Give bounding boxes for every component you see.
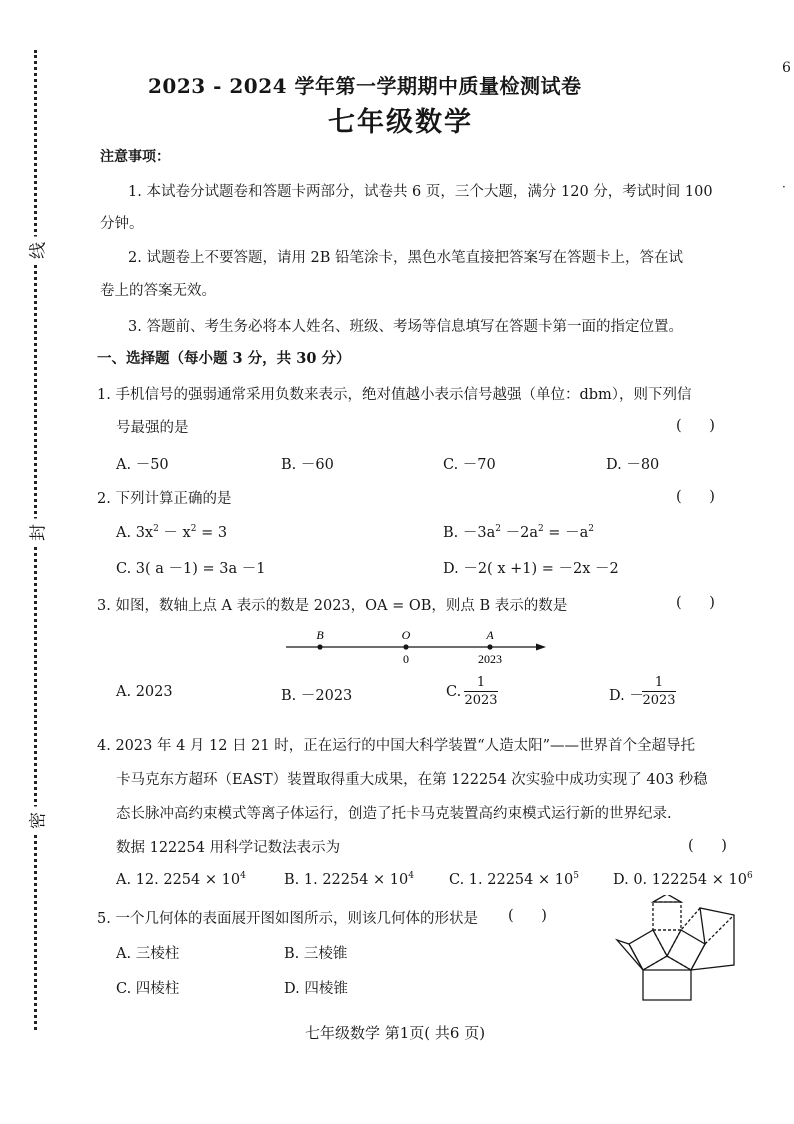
binding-char-mi: 密: [24, 807, 49, 835]
binding-char-xian: 线: [24, 237, 49, 265]
q3-option-d-fraction: $\frac{1}{2023}$: [642, 675, 676, 708]
note-2-line-1: 2. 试题卷上不要答题，请用 2B 铅笔涂卡，黑色水笔直接把答案写在答题卡上，答在试: [128, 250, 684, 266]
q4-stem-line-3: 态长脉冲高约束模式等离子体运行，创造了托卡马克装置高约束模式运行新的世界纪录.: [116, 806, 672, 822]
number-line-figure: [280, 625, 552, 667]
q5-option-a: A. 三棱柱: [116, 946, 180, 962]
label-a: A: [486, 628, 494, 642]
q1-answer-blank: ( ): [676, 418, 715, 434]
q2-stem: 2. 下列计算正确的是: [97, 491, 232, 507]
net-diagram: [600, 895, 750, 1010]
net-left-cap: [617, 940, 643, 970]
net-right-fold: [705, 915, 734, 944]
q5-option-b: B. 三棱锥: [284, 946, 348, 962]
section-1-title: 一、选择题（每小题 3 分，共 30 分）: [97, 350, 351, 367]
q4-option-a: A. 12. $2254 \times 10^4$: [116, 871, 246, 888]
q3-option-b: B. －2023: [281, 688, 353, 704]
subject-title: 七年级数学: [328, 107, 473, 138]
q5-answer-blank: ( ): [508, 908, 547, 924]
label-o: O: [401, 628, 411, 642]
tick-label-2023: 2023: [478, 652, 502, 666]
point-a: [487, 644, 492, 649]
label-b: B: [316, 628, 324, 642]
q2-option-c: C. 3( a －1) = 3a －1: [116, 561, 266, 577]
corner-page-number: 6: [782, 60, 791, 76]
q2-option-b: B. $-3a^2 -2a^2 = -a^2$: [443, 524, 594, 541]
q3-option-c-prefix: C.: [446, 684, 462, 700]
q4-option-b: B. 1. $22254 \times 10^4$: [284, 871, 414, 888]
corner-mark: ·: [782, 180, 786, 194]
note-3: 3. 答题前、考生务必将本人姓名、班级、考场等信息填写在答题卡第一面的指定位置。: [128, 319, 683, 335]
q3-answer-blank: ( ): [676, 595, 715, 611]
q3-option-d-prefix: D. －: [609, 688, 644, 704]
q5-stem: 5. 一个几何体的表面展开图如图所示，则该几何体的形状是: [97, 911, 478, 927]
q4-answer-blank: ( ): [688, 838, 727, 854]
point-b: [317, 644, 322, 649]
exam-title: 2023 - 2024 学年第一学期期中质量检测试卷: [148, 74, 582, 98]
q5-option-c: C. 四棱柱: [116, 981, 180, 997]
net-left-square: [629, 930, 667, 970]
q5-option-d: D. 四棱锥: [284, 981, 348, 997]
q2-answer-blank: ( ): [676, 489, 715, 505]
q1-option-c: C. －70: [443, 457, 496, 473]
q4-stem-line-2: 卡马克东方超环（EAST）装置取得重大成果，在第 122254 次实验中成功实现了 403 秒稳: [116, 772, 708, 788]
q3-option-a: A. 2023: [116, 684, 173, 700]
q1-option-a: A. －50: [116, 457, 169, 473]
q1-stem-line-1: 1. 手机信号的强弱通常采用负数来表示，绝对值越小表示信号越强（单位：dbm），则下列信: [97, 387, 692, 403]
q4-stem-line-1: 4. 2023 年 4 月 12 日 21 时，正在运行的中国大科学装置“人造太阳”——世界首个全超导托: [97, 738, 696, 754]
q1-stem-line-2: 号最强的是: [116, 420, 189, 436]
q1-option-b: B. －60: [281, 457, 334, 473]
q4-option-c: C. 1. $22254 \times 10^5$: [449, 871, 579, 888]
note-2-line-2: 卷上的答案无效。: [100, 283, 216, 299]
q2-option-a: A. $3x^2 - x^2 = 3$: [116, 524, 228, 541]
note-1-line-2: 分钟。: [100, 216, 144, 232]
net-top-square: [653, 902, 681, 930]
tick-label-0: 0: [403, 652, 409, 666]
q3-stem: 3. 如图，数轴上点 A 表示的数是 2023，OA = OB，则点 B 表示的数是: [97, 598, 568, 614]
net-top-cap: [653, 895, 681, 902]
binding-char-feng: 封: [24, 519, 49, 547]
q2-option-d: D. －2( x +1) = －2x －2: [443, 561, 619, 577]
q4-stem-line-4: 数据 122254 用科学记数法表示为: [116, 840, 341, 856]
page-footer: 七年级数学 第1页( 共6 页): [305, 1024, 486, 1042]
net-right-square: [667, 930, 705, 970]
point-o: [403, 644, 408, 649]
net-bottom-square: [643, 970, 691, 1000]
number-line-arrow: [536, 644, 546, 651]
note-1-line-1: 1. 本试卷分试题卷和答题卡两部分，试卷共 6 页，三个大题，满分 120 分，考试时间 100: [128, 184, 713, 200]
q1-option-d: D. －80: [606, 457, 660, 473]
notes-heading: 注意事项：: [100, 149, 170, 165]
q4-option-d: D. 0. $122254 \times 10^6$: [613, 871, 753, 888]
net-right-dashed-edge: [681, 908, 700, 930]
q3-option-c-fraction: $\frac{1}{2023}$: [464, 675, 498, 708]
net-center-triangle: [653, 930, 681, 956]
